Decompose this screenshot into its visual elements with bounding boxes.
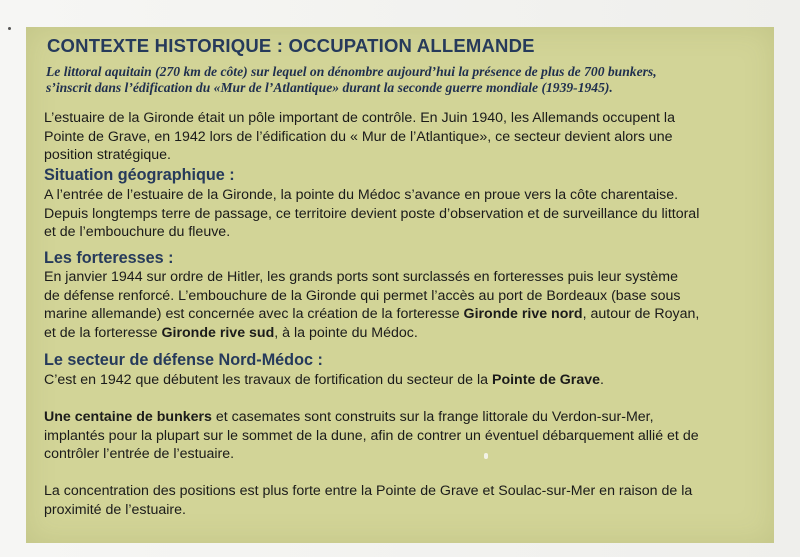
paragraph-line: implantés pour la plupart sur le sommet de la dune, afin de contrer un éventuel débarquement allié et de [44, 427, 699, 444]
paragraph-bunkers [44, 408, 756, 464]
heading-fortresses: Les forteresses : [44, 249, 174, 267]
paragraph-line: Pointe de Grave, en 1942 lors de l’édification du « Mur de l’Atlantique», ce secteur devient alors une [44, 128, 673, 145]
paragraph-line [44, 408, 756, 427]
paragraph-line: position stratégique. [44, 147, 171, 163]
paragraph-estuary [44, 109, 756, 165]
text-run: . [600, 372, 604, 388]
paragraph-fortresses [44, 268, 756, 342]
text-run: et casemates sont construits sur la frange littorale du Verdon-sur-Mer, [211, 409, 654, 425]
intro-line: s’inscrit dans l’édification du «Mur de l’Atlantique» durant la seconde guerre mondiale (1939-1945). [46, 80, 613, 95]
paragraph-line: Depuis longtemps terre de passage, ce territoire devient poste d’observation et de surveillance du littoral [44, 205, 700, 222]
text-run: et de la forteresse [44, 324, 162, 341]
heading-geographic-situation: Situation géographique : [44, 166, 235, 184]
pointe-de-grave-name: Pointe de Grave [491, 372, 601, 388]
text-run: C’est en 1942 que débutent les travaux de fortification du secteur de la [44, 372, 492, 388]
surface-speck [484, 453, 488, 459]
fortress-south-name: Gironde rive sud [161, 324, 275, 341]
paragraph-line: et de l’embouchure du fleuve. [44, 224, 231, 240]
text-run: , à la pointe du Médoc. [274, 324, 418, 341]
intro-line: Le littoral aquitain (270 km de côte) sur lequel on dénombre aujourd’hui la présence de plus de 700 bunkers, [46, 64, 657, 79]
wall-speck [8, 27, 11, 30]
paragraph-line: A l’entrée de l’estuaire de la Gironde, la pointe du Médoc s’avance en proue vers la côte charentaise. [44, 187, 679, 203]
paragraph-line: L’estuaire de la Gironde était un pôle important de contrôle. En Juin 1940, les Allemands occupent la [44, 110, 675, 126]
paragraph-line: contrôler l’entrée de l’estuaire. [44, 446, 235, 462]
paragraph-line [44, 305, 756, 324]
heading-defense-sector: Le secteur de défense Nord-Médoc : [44, 351, 323, 369]
paragraph-line: La concentration des positions est plus forte entre la Pointe de Grave et Soulac-sur-Mer en raison de la [44, 483, 693, 499]
text-run: marine allemande) est concernée avec la création de la forteresse [44, 306, 464, 322]
paragraph-line: En janvier 1944 sur ordre de Hitler, les grands ports sont surclassés en forteresses puis leur système [44, 269, 679, 285]
paragraph-line [44, 324, 756, 343]
bunker-count-highlight: Une centaine de bunkers [44, 409, 212, 425]
paragraph-line: proximité de l’estuaire. [44, 501, 186, 518]
paragraph-geographic [44, 186, 756, 242]
paragraph-defense-sector [44, 371, 756, 390]
paragraph-line [44, 371, 756, 390]
text-run: , autour de Royan, [582, 306, 700, 322]
fortress-north-name: Gironde rive nord [463, 306, 583, 322]
paragraph-concentration [44, 482, 756, 519]
intro-italic [46, 64, 746, 96]
panel-title: CONTEXTE HISTORIQUE : OCCUPATION ALLEMANDE [47, 35, 535, 56]
paragraph-line: de défense renforcé. L’embouchure de la Gironde qui permet l’accès au port de Bordeaux (base sous [44, 287, 681, 304]
